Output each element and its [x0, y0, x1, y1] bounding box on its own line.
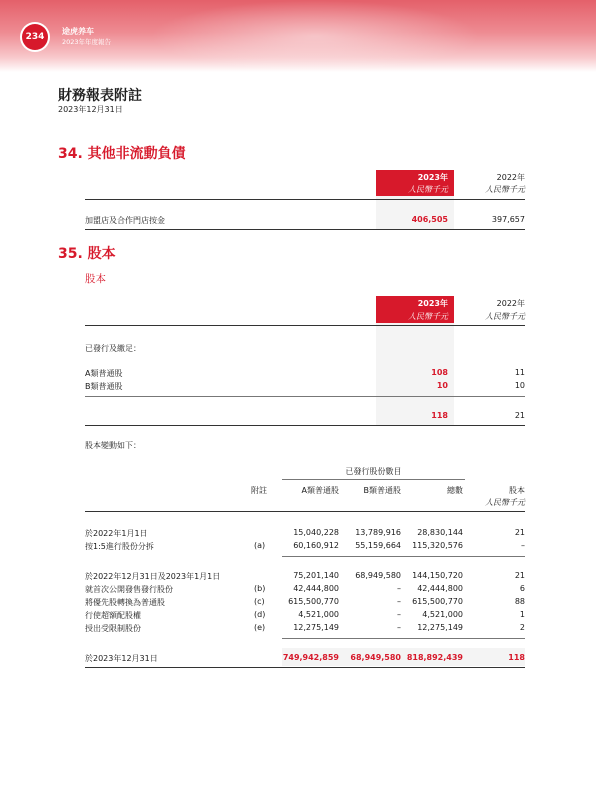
row-note: (b) — [254, 584, 266, 593]
col-2023-unit: 人民幣千元 — [408, 185, 448, 194]
row-value-2022: 397,657 — [491, 215, 525, 224]
capital-col-unit: 人民幣千元 — [485, 498, 525, 507]
class-a-col-header: A類普通股 — [301, 486, 339, 495]
row-note: (c) — [254, 597, 265, 606]
row-total: 615,500,770 — [412, 597, 463, 606]
row-class-a: 42,444,800 — [293, 584, 339, 593]
row-label: 於2022年1月1日 — [85, 529, 148, 538]
row-class-b: – — [397, 597, 401, 606]
row-label: 授出受限制股份 — [85, 624, 141, 633]
group-header-rule — [282, 479, 465, 480]
col-2022-year: 2022年 — [496, 299, 525, 308]
col-2023-year: 2023年 — [417, 299, 448, 308]
note-35-subtitle: 股本 — [85, 273, 106, 285]
row-class-b: 68,949,580 — [350, 653, 401, 662]
subtotal-rule — [85, 396, 525, 397]
header-rule — [85, 199, 525, 200]
row-class-b: 68,949,580 — [355, 571, 401, 580]
row-label: 就首次公開發售發行股份 — [85, 585, 173, 594]
page-number-badge: 234 — [22, 24, 48, 50]
row-class-a: 15,040,228 — [293, 528, 339, 537]
row-class-b: – — [397, 623, 401, 632]
row-class-b: – — [397, 584, 401, 593]
row-total: 818,892,439 — [406, 653, 463, 662]
row-class-a: 749,942,859 — [282, 653, 339, 662]
class-b-col-header: B類普通股 — [363, 486, 401, 495]
row-label: 將優先股轉換為普通股 — [85, 598, 165, 607]
current-year-column-shade — [376, 196, 454, 230]
report-name: 2023年年度報告 — [62, 38, 112, 46]
row-class-b: – — [397, 610, 401, 619]
col-2023-year: 2023年 — [417, 173, 448, 182]
col-2022-year: 2022年 — [496, 173, 525, 182]
total-rule — [85, 229, 525, 230]
row-capital: 1 — [519, 610, 525, 619]
movement-label: 股本變動如下： — [85, 441, 141, 450]
movement-header-rule — [85, 511, 525, 512]
row-total: 4,521,000 — [422, 610, 463, 619]
row-value-2023: 406,505 — [411, 215, 448, 224]
shares-group-header: 已發行股份數目 — [345, 467, 402, 476]
section-title: 財務報表附註 — [58, 88, 142, 104]
company-name: 途虎养车 — [62, 27, 94, 36]
row-capital: 88 — [514, 597, 525, 606]
total-2022: 21 — [514, 411, 525, 420]
row-total: 144,150,720 — [412, 571, 463, 580]
col-2022-unit: 人民幣千元 — [485, 185, 525, 194]
total-rule — [85, 425, 525, 426]
row-capital: 21 — [514, 528, 525, 537]
note-34-title: 34. 其他非流動負債 — [58, 146, 186, 162]
row-class-a: 60,160,912 — [293, 541, 339, 550]
row-class-b: 13,789,916 — [355, 528, 401, 537]
banner-decoration — [150, 0, 480, 72]
row-total: 12,275,149 — [417, 623, 463, 632]
row-class-a: 12,275,149 — [293, 623, 339, 632]
row-class-b: 55,159,664 — [355, 541, 401, 550]
note-35-title: 35. 股本 — [58, 246, 116, 262]
class-a-2023: 108 — [431, 368, 448, 377]
section-date: 2023年12月31日 — [58, 105, 123, 114]
row-total: 115,320,576 — [412, 541, 463, 550]
subtotal-rule — [282, 638, 525, 639]
final-rule — [85, 667, 525, 668]
class-b-2022: 10 — [514, 381, 525, 390]
row-class-a: 4,521,000 — [298, 610, 339, 619]
row-capital: 21 — [514, 571, 525, 580]
row-class-a: 75,201,140 — [293, 571, 339, 580]
col-2022-unit: 人民幣千元 — [485, 312, 525, 321]
row-capital: 2 — [519, 623, 525, 632]
row-label: 於2022年12月31日及2023年1月1日 — [85, 572, 221, 581]
row-label: 於2023年12月31日 — [85, 654, 158, 663]
row-label: 加盟店及合作門店按金 — [85, 216, 165, 225]
total-2023: 118 — [431, 411, 448, 420]
total-col-header: 總數 — [447, 486, 463, 495]
row-label: 行使超額配股權 — [85, 611, 141, 620]
row-total: 28,830,144 — [417, 528, 463, 537]
class-a-2022: 11 — [514, 368, 525, 377]
issued-label: 已發行及繳足： — [85, 344, 141, 353]
row-note: (d) — [254, 610, 266, 619]
row-total: 42,444,800 — [417, 584, 463, 593]
class-b-label: B類普通股 — [85, 382, 123, 391]
class-b-2023: 10 — [436, 381, 448, 390]
row-capital: – — [521, 541, 525, 550]
row-capital: 118 — [508, 653, 525, 662]
header-rule — [85, 325, 525, 326]
row-capital: 6 — [519, 584, 525, 593]
col-2023-unit: 人民幣千元 — [408, 312, 448, 321]
class-a-label: A類普通股 — [85, 369, 123, 378]
subtotal-rule — [282, 556, 525, 557]
capital-col-header: 股本 — [509, 486, 525, 495]
row-class-a: 615,500,770 — [288, 597, 339, 606]
row-note: (e) — [254, 623, 266, 632]
row-label: 按1:5進行股份分拆 — [85, 542, 154, 551]
row-note: (a) — [254, 541, 266, 550]
note-col-header: 附註 — [251, 486, 267, 495]
